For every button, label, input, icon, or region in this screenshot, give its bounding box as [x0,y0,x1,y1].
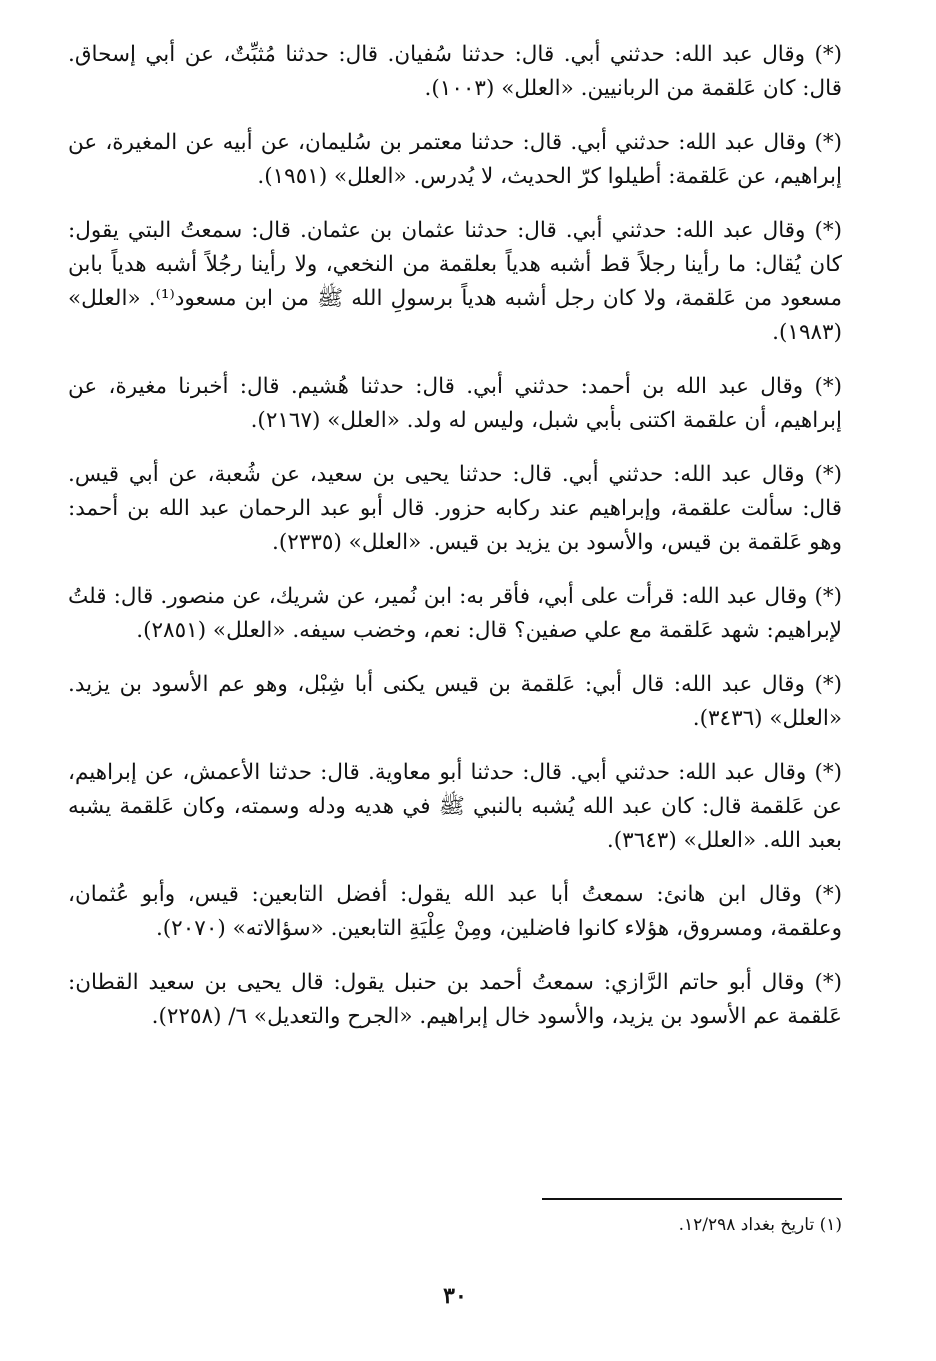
footnote-1: (١) تاريخ بغداد ١٢/٢٩٨. [678,1215,842,1235]
footnotes [68,1198,842,1238]
page-number: ٣٠ [443,1283,467,1309]
paragraph-2: (*) وقال عبد الله: حدثني أبي. قال: حدثنا معتمر بن سُليمان، عن أبيه عن المغيرة، عن إبراهيم، عن عَلقمة: أطيلوا كرّ الحديث، لا يُدرس. «العلل» (١٩٥١). [68,130,842,189]
paragraph-7: (*) وقال عبد الله: قال أبي: عَلقمة بن قيس يكنى أبا شِبْل، وهو عم الأسود بن يزيد. «العلل» (٣٤٣٦). [68,672,842,731]
paragraph-10: (*) وقال أبو حاتم الرَّازي: سمعتُ أحمد بن حنبل يقول: قال يحيى بن سعيد القطان: عَلقمة عم الأسود بن يزيد، والأسود خال إبراهيم. «الجرح والتعديل» ٦/ (٢٢٥٨). [68,970,842,1029]
page [68,38,842,1338]
paragraph-4: (*) وقال عبد الله بن أحمد: حدثني أبي. قال: حدثنا هُشيم. قال: أخبرنا مغيرة، عن إبراهيم، أن علقمة اكتنى بأبي شبل، وليس له ولد. «العلل» (٢١٦٧). [68,374,842,433]
paragraph-1: (*) وقال عبد الله: حدثني أبي. قال: حدثنا سُفيان. قال: حدثنا مُثبِّتٌ، عن أبي إسحاق. قال: كان عَلقمة من الربانيين. «العلل» (١٠٠٣). [68,42,842,101]
paragraph-6: (*) وقال عبد الله: قرأت على أبي، فأقر به: ابن نُمير، عن شريك، عن منصور. قال: قلتُ لإبراهيم: شهد عَلقمة مع علي صفين؟ قال: نعم، وخضب سيفه. «العلل» (٢٨٥١). [68,584,842,643]
paragraph-3: (*) وقال عبد الله: حدثني أبي. قال: حدثنا عثمان بن عثمان. قال: سمعتُ البتي يقول: كان يُقال: ما رأينا رجلاً قط أشبه هدياً بعلقمة من النخعي، ولا رأينا رجُلاً أشبه هدياً بابن مسعود من عَلقمة، ولا كان رجل أشبه هدياً برسولِ الله ﷺ من ابن مسعود⁽¹⁾. «العلل» (١٩٨٣). [68,218,843,345]
footnote-divider [542,1198,842,1200]
paragraph-5: (*) وقال عبد الله: حدثني أبي. قال: حدثنا يحيى بن سعيد، عن شُعبة، عن أبي قيس. قال: سألت علقمة، وإبراهيم عند ركابه حزور. قال أبو عبد الرحمان عبد الله بن أحمد: وهو عَلقمة بن قيس، والأسود بن يزيد بن قيس. «العلل» (٢٣٣٥). [68,462,842,555]
paragraph-9: (*) وقال ابن هانئ: سمعتُ أبا عبد الله يقول: أفضل التابعين: قيس، وأبو عُثمان، وعلقمة، ومسروق، هؤلاء كانوا فاضلين، ومِنْ عِلْيَةِ التابعين. «سؤالاته» (٢٠٧٠). [68,882,842,941]
paragraph-8: (*) وقال عبد الله: حدثني أبي. قال: حدثنا أبو معاوية. قال: حدثنا الأعمش، عن إبراهيم، عن عَلقمة قال: كان عبد الله يُشبه بالنبي ﷺ في هديه ودله وسمته، وكان عَلقمة يشبه بعبد الله. «العلل» (٣٦٤٣). [68,760,842,853]
